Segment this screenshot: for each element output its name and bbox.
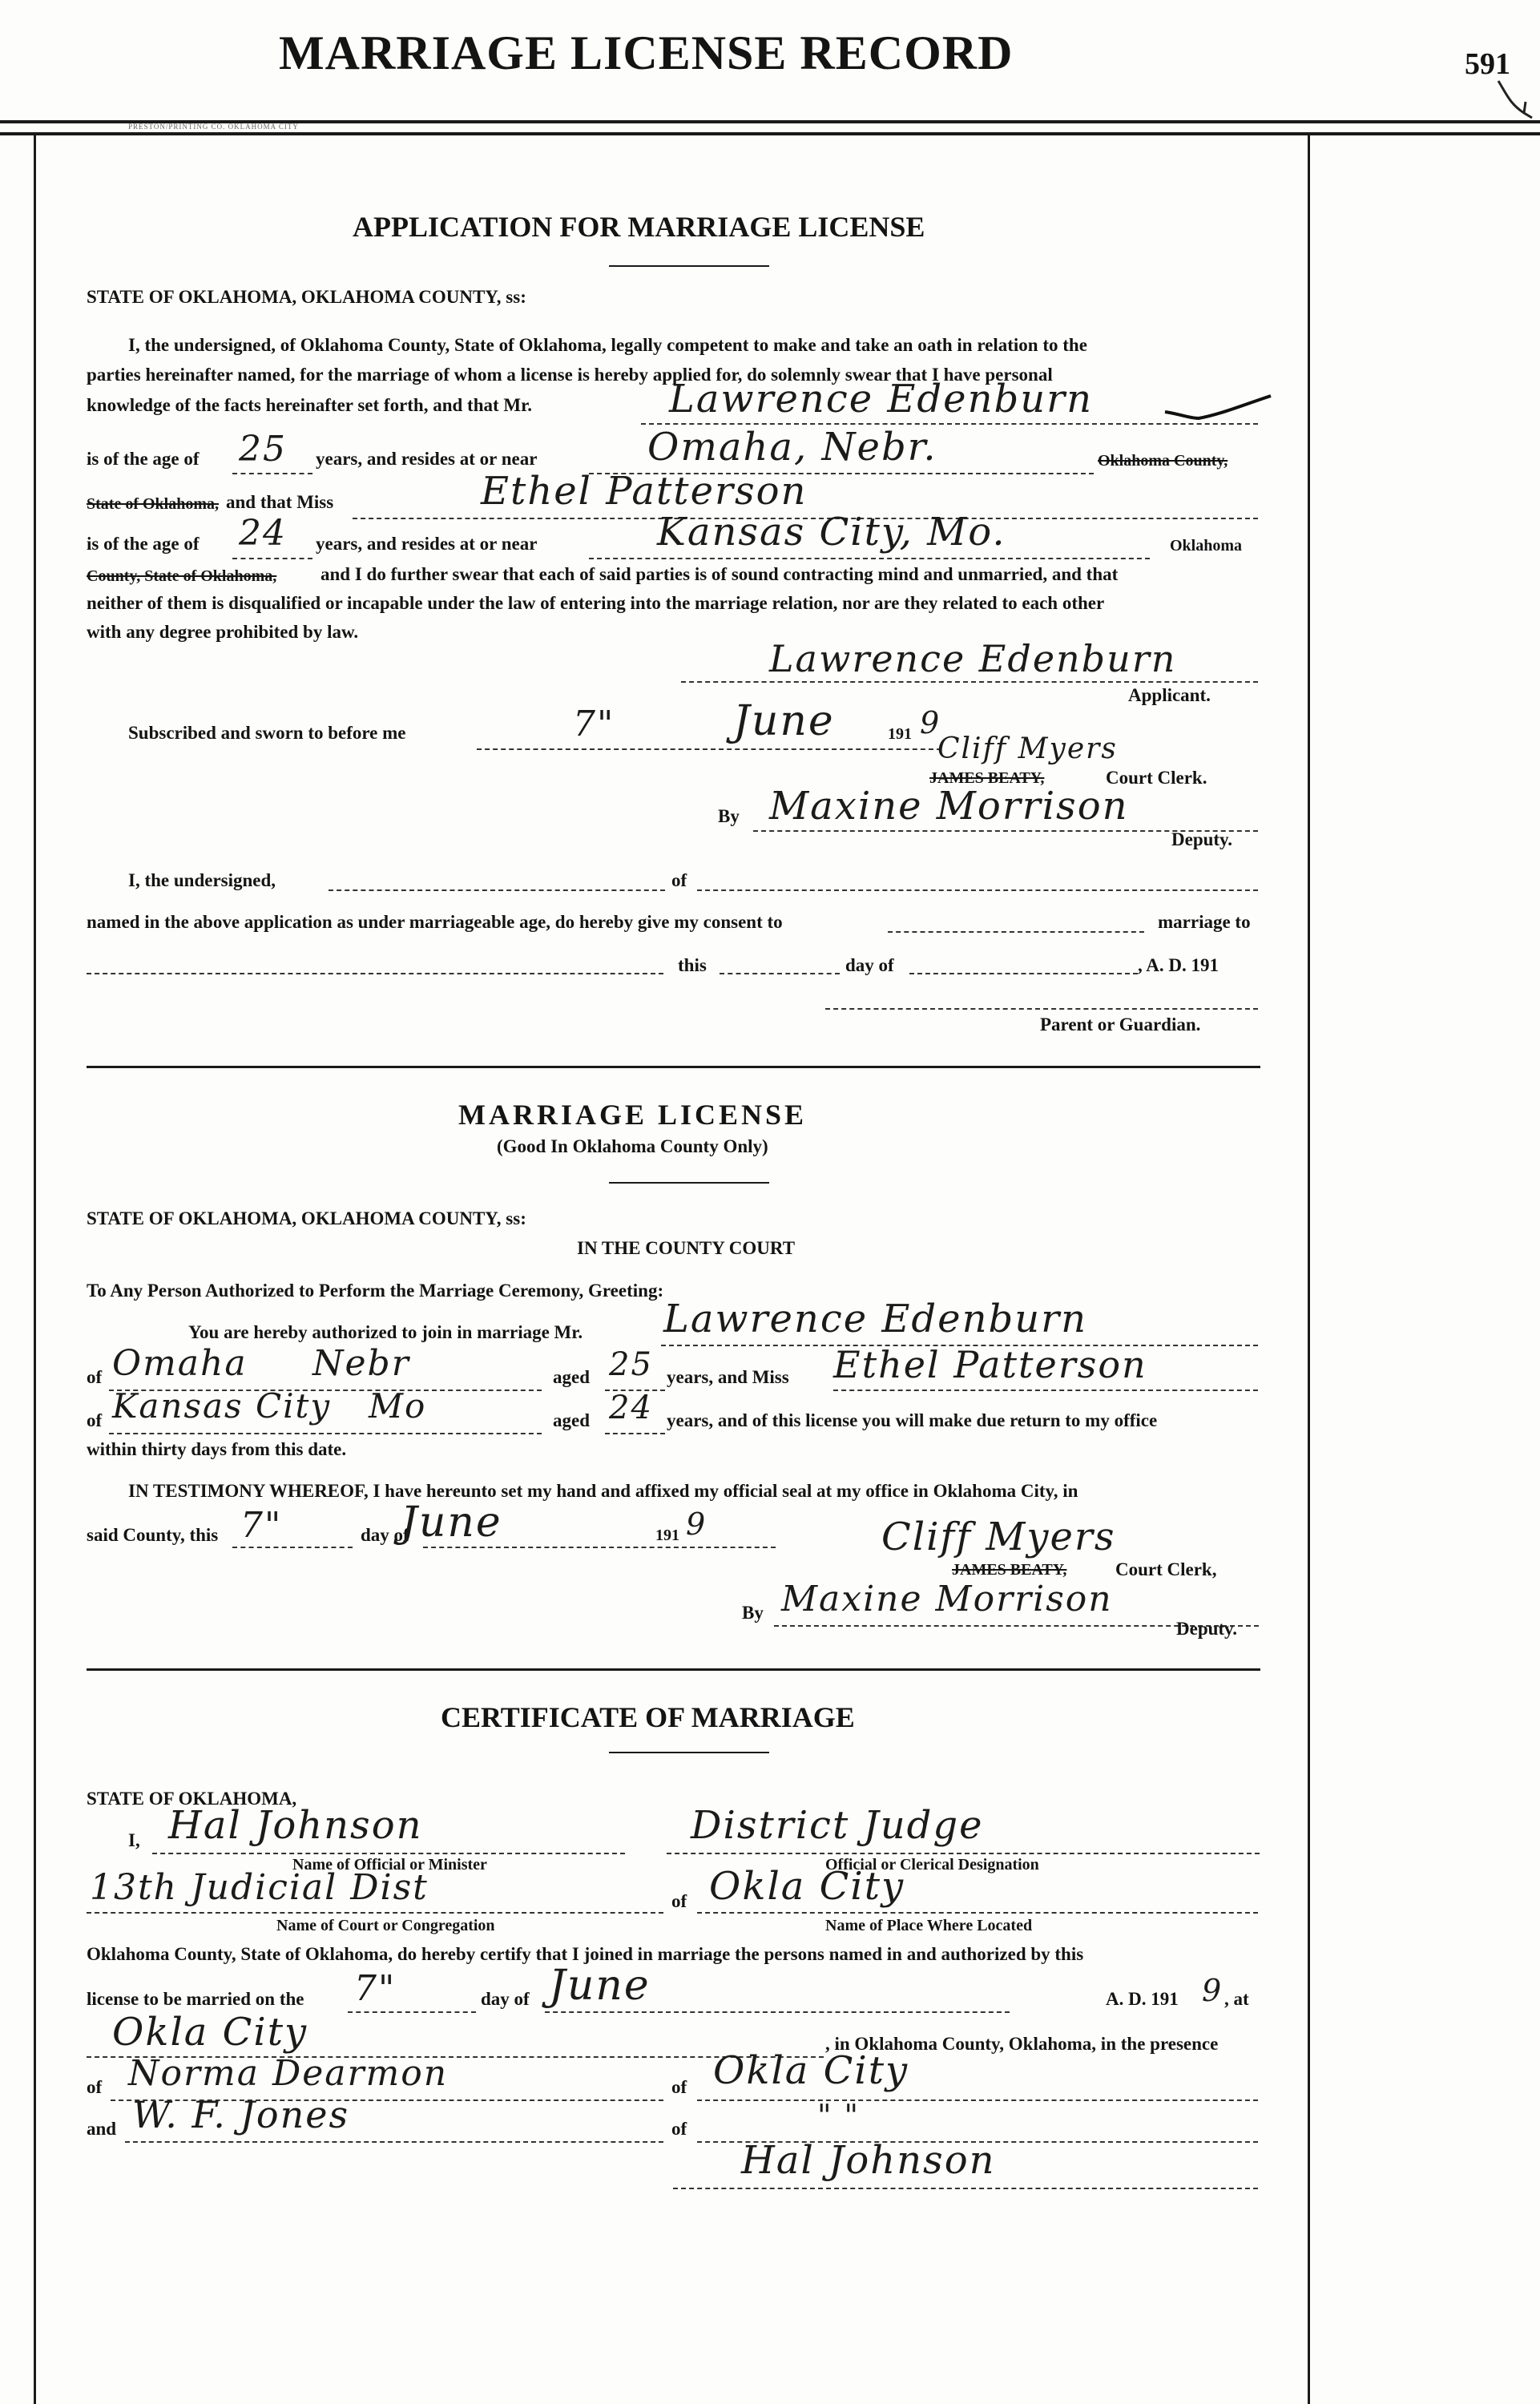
license-bride-age-blank (605, 1433, 665, 1434)
license-deputy-label: Deputy. (1176, 1619, 1238, 1639)
bride-residence-handwritten: Kansas City, Mo. (657, 510, 1006, 555)
license-clerk-printed-struck: JAMES BEATY, (952, 1561, 1067, 1579)
license-groom-age: 25 (609, 1346, 653, 1383)
cert-month-blank (545, 2011, 1010, 2013)
license-aged-groom: aged (553, 1367, 590, 1387)
license-venue: STATE OF OKLAHOMA, OKLAHOMA COUNTY, ss: (87, 1208, 526, 1228)
court-place-blank (697, 1912, 1258, 1914)
sworn-year-prefix: 191 (888, 725, 912, 743)
license-groom-name: Lawrence Edenburn (663, 1297, 1087, 1341)
court-label: Name of Court or Congregation (276, 1917, 495, 1934)
clerk-signature-application: Cliff Myers (937, 732, 1118, 765)
county-struck: Oklahoma County, (1098, 452, 1228, 470)
certify-text: Oklahoma County, State of Oklahoma, do hereby certify that I joined in marriage the persons named in and authorized by this (87, 1944, 1084, 1964)
place-label: Name of Place Where Located (825, 1917, 1033, 1934)
swear-text: and I do further swear that each of said parties is of sound contracting mind and unmarried, and that (320, 564, 1119, 584)
deputy-signature-application: Maxine Morrison (769, 784, 1129, 829)
license-subtitle: (Good In Oklahoma County Only) (497, 1136, 768, 1156)
cert-day-blank (348, 2011, 476, 2013)
parent-label: Parent or Guardian. (1040, 1014, 1201, 1035)
oklahoma-struck: Oklahoma (1170, 537, 1243, 555)
sworn-year-digit: 9 (920, 705, 941, 740)
official-designation-label: Official or Clerical Designation (825, 1856, 1039, 1874)
license-month-blank (423, 1547, 776, 1548)
application-title-underline (609, 265, 769, 267)
married-at-handwritten: Okla City (112, 2010, 308, 2055)
parent-signature-blank (825, 1008, 1258, 1010)
page-corner-mark-icon (1497, 76, 1537, 132)
consent-day-of: day of (845, 955, 894, 975)
consent-marriage-to: marriage to (1158, 912, 1251, 932)
license-by-label: By (742, 1603, 764, 1623)
bride-name-handwritten: Ethel Patterson (481, 469, 808, 514)
license-aged-bride: aged (553, 1410, 590, 1430)
witness2-blank (125, 2141, 663, 2143)
license-bride-name: Ethel Patterson (833, 1343, 1147, 1386)
and-that-miss: and that Miss (226, 492, 334, 512)
license-said-county: said County, this (87, 1525, 219, 1545)
state-struck: State of Oklahoma, (87, 495, 219, 513)
court-name-blank (87, 1912, 663, 1914)
resides-text-bride: years, and resides at or near (316, 534, 538, 554)
applicant-signature: Lawrence Edenburn (769, 637, 1177, 680)
deputy-label-application: Deputy. (1171, 829, 1233, 849)
license-groom-city: Omaha (112, 1343, 248, 1384)
applicant-signature-blank (681, 681, 1258, 683)
consent-line-2: named in the above application as under marriageable age, do hereby give my consent to (87, 912, 783, 932)
witness2-place-handwritten: " " (817, 2098, 861, 2133)
license-testimony: IN TESTIMONY WHEREOF, I have hereunto set my hand and affixed my official seal at my office in Oklahoma City, in (128, 1481, 1078, 1501)
license-month: June (401, 1498, 502, 1547)
license-bride-blank (833, 1390, 1258, 1391)
official-name-blank (152, 1853, 625, 1854)
sworn-month-handwritten: June (733, 697, 835, 745)
application-venue: STATE OF OKLAHOMA, OKLAHOMA COUNTY, ss: (87, 287, 526, 307)
application-title: APPLICATION FOR MARRIAGE LICENSE (353, 211, 925, 243)
groom-age-handwritten: 25 (239, 429, 287, 470)
bride-age-blank (232, 558, 312, 559)
witness2-handwritten: W. F. Jones (132, 2093, 350, 2136)
clerk-printed-struck-application: JAMES BEATY, (929, 769, 1045, 787)
section-divider-1 (87, 1066, 1260, 1068)
license-day-of: day of (361, 1525, 409, 1545)
application-line-1: I, the undersigned, of Oklahoma County, State of Oklahoma, legally competent to make and take an oath in relation to the (128, 335, 1087, 355)
consent-spouse-blank (87, 973, 663, 974)
license-court: IN THE COUNTY COURT (577, 1238, 796, 1258)
consent-this: this (678, 955, 707, 975)
resides-text-groom: years, and resides at or near (316, 449, 538, 469)
certificate-state: STATE OF OKLAHOMA, (87, 1789, 297, 1809)
license-groom-state: Nebr (312, 1343, 410, 1384)
page-number: 591 (1465, 47, 1510, 81)
license-year-digit: 9 (686, 1507, 708, 1542)
frame-left (34, 133, 36, 2404)
sworn-date-blank (477, 748, 941, 750)
license-title: MARRIAGE LICENSE (458, 1099, 808, 1131)
license-authorized: You are hereby authorized to join in marriage Mr. (188, 1322, 583, 1342)
license-title-underline (609, 1182, 769, 1184)
license-deputy-signature: Maxine Morrison (781, 1579, 1113, 1619)
cert-at-label: , at (1224, 1989, 1249, 2009)
cert-month-handwritten: June (549, 1962, 651, 2010)
certificate-i: I, (128, 1830, 140, 1850)
license-married-prefix: license to be married on the (87, 1989, 304, 2009)
license-bride-state: Mo (369, 1386, 427, 1426)
license-years-and-miss: years, and Miss (667, 1367, 789, 1387)
disqualified-text: neither of them is disqualified or incapable under the law of entering into the marriage relation, nor are they related to each other (87, 593, 1105, 613)
section-divider-2 (87, 1668, 1260, 1671)
groom-name-handwritten: Lawrence Edenburn (669, 377, 1093, 422)
groom-residence-handwritten: Omaha, Nebr. (647, 425, 937, 470)
printer-imprint: PRESTON/PRINTING CO. OKLAHOMA CITY (128, 123, 299, 131)
license-bride-place-blank (109, 1433, 542, 1434)
license-of-groom: of (87, 1367, 103, 1387)
application-line-2: parties hereinafter named, for the marriage of whom a license is hereby applied for, do solemnly swear that I have personal (87, 365, 1053, 385)
court-name-handwritten: 13th Judicial Dist (90, 1867, 429, 1908)
consent-undersigned: I, the undersigned, (128, 870, 276, 890)
cert-ad-prefix: A. D. 191 (1106, 1989, 1179, 2009)
presence-text: , in Oklahoma County, Oklahoma, in the presence (825, 2034, 1219, 2054)
witness2-and: and (87, 2119, 117, 2139)
officiant-signature: Hal Johnson (741, 2138, 996, 2183)
county-state-struck: County, State of Oklahoma, (87, 567, 277, 585)
license-bride-age: 24 (609, 1390, 653, 1426)
consent-day-blank (720, 973, 840, 974)
witness2-of: of (671, 2119, 687, 2139)
groom-age-blank (232, 473, 312, 474)
cert-year-digit: 9 (1202, 1973, 1224, 2008)
license-court-clerk-label: Court Clerk, (1115, 1559, 1217, 1579)
certificate-title-underline (609, 1752, 769, 1753)
consent-ad: , A. D. 191 (1138, 955, 1219, 975)
license-day: 7" (240, 1505, 283, 1546)
certificate-of: of (671, 1891, 687, 1911)
license-year-prefix: 191 (655, 1527, 679, 1544)
officiant-signature-blank (673, 2188, 1258, 2189)
license-clerk-signature: Cliff Myers (881, 1515, 1116, 1559)
cert-day-of: day of (481, 1989, 530, 2009)
application-line-3: knowledge of the facts hereinafter set forth, and that Mr. (87, 395, 532, 415)
license-bride-city: Kansas City (112, 1386, 332, 1426)
license-of-bride: of (87, 1410, 103, 1430)
bride-residence-blank (589, 558, 1150, 559)
consent-of-blank (697, 889, 1258, 891)
official-designation-blank (667, 1853, 1260, 1854)
court-place-handwritten: Okla City (709, 1864, 905, 1909)
consent-month-blank (909, 973, 1138, 974)
cert-day-handwritten: 7" (354, 1968, 397, 2009)
bride-age-handwritten: 24 (239, 513, 287, 554)
license-within-text: within thirty days from this date. (87, 1439, 347, 1459)
record-title: MARRIAGE LICENSE RECORD (279, 26, 1014, 79)
witness1-handwritten: Norma Dearmon (128, 2053, 449, 2094)
age-prefix-bride: is of the age of (87, 534, 200, 554)
witness1-place-blank (697, 2099, 1258, 2101)
checkmark-icon (1162, 391, 1274, 423)
applicant-label: Applicant. (1128, 685, 1211, 705)
consent-name-blank (329, 889, 665, 891)
by-label-application: By (718, 806, 740, 826)
license-return-text: years, and of this license you will make due return to my office (667, 1410, 1158, 1430)
consent-party-blank (888, 931, 1144, 933)
subscribed-text: Subscribed and sworn to before me (128, 723, 406, 743)
witness1-of: of (671, 2077, 687, 2097)
official-designation-handwritten: District Judge (691, 1803, 984, 1848)
degree-text: with any degree prohibited by law. (87, 622, 359, 642)
license-to-any: To Any Person Authorized to Perform the Marriage Ceremony, Greeting: (87, 1281, 664, 1301)
consent-of: of (671, 870, 687, 890)
witness1-prefix: of (87, 2077, 103, 2097)
sworn-day-handwritten: 7" (573, 704, 615, 744)
official-name-label: Name of Official or Minister (292, 1856, 487, 1874)
age-prefix-groom: is of the age of (87, 449, 200, 469)
license-day-blank (232, 1547, 353, 1548)
official-name-handwritten: Hal Johnson (168, 1803, 423, 1848)
frame-right (1308, 133, 1310, 2404)
witness1-place-handwritten: Okla City (713, 2048, 909, 2093)
certificate-title: CERTIFICATE OF MARRIAGE (441, 1701, 855, 1733)
court-clerk-label-application: Court Clerk. (1106, 768, 1207, 788)
